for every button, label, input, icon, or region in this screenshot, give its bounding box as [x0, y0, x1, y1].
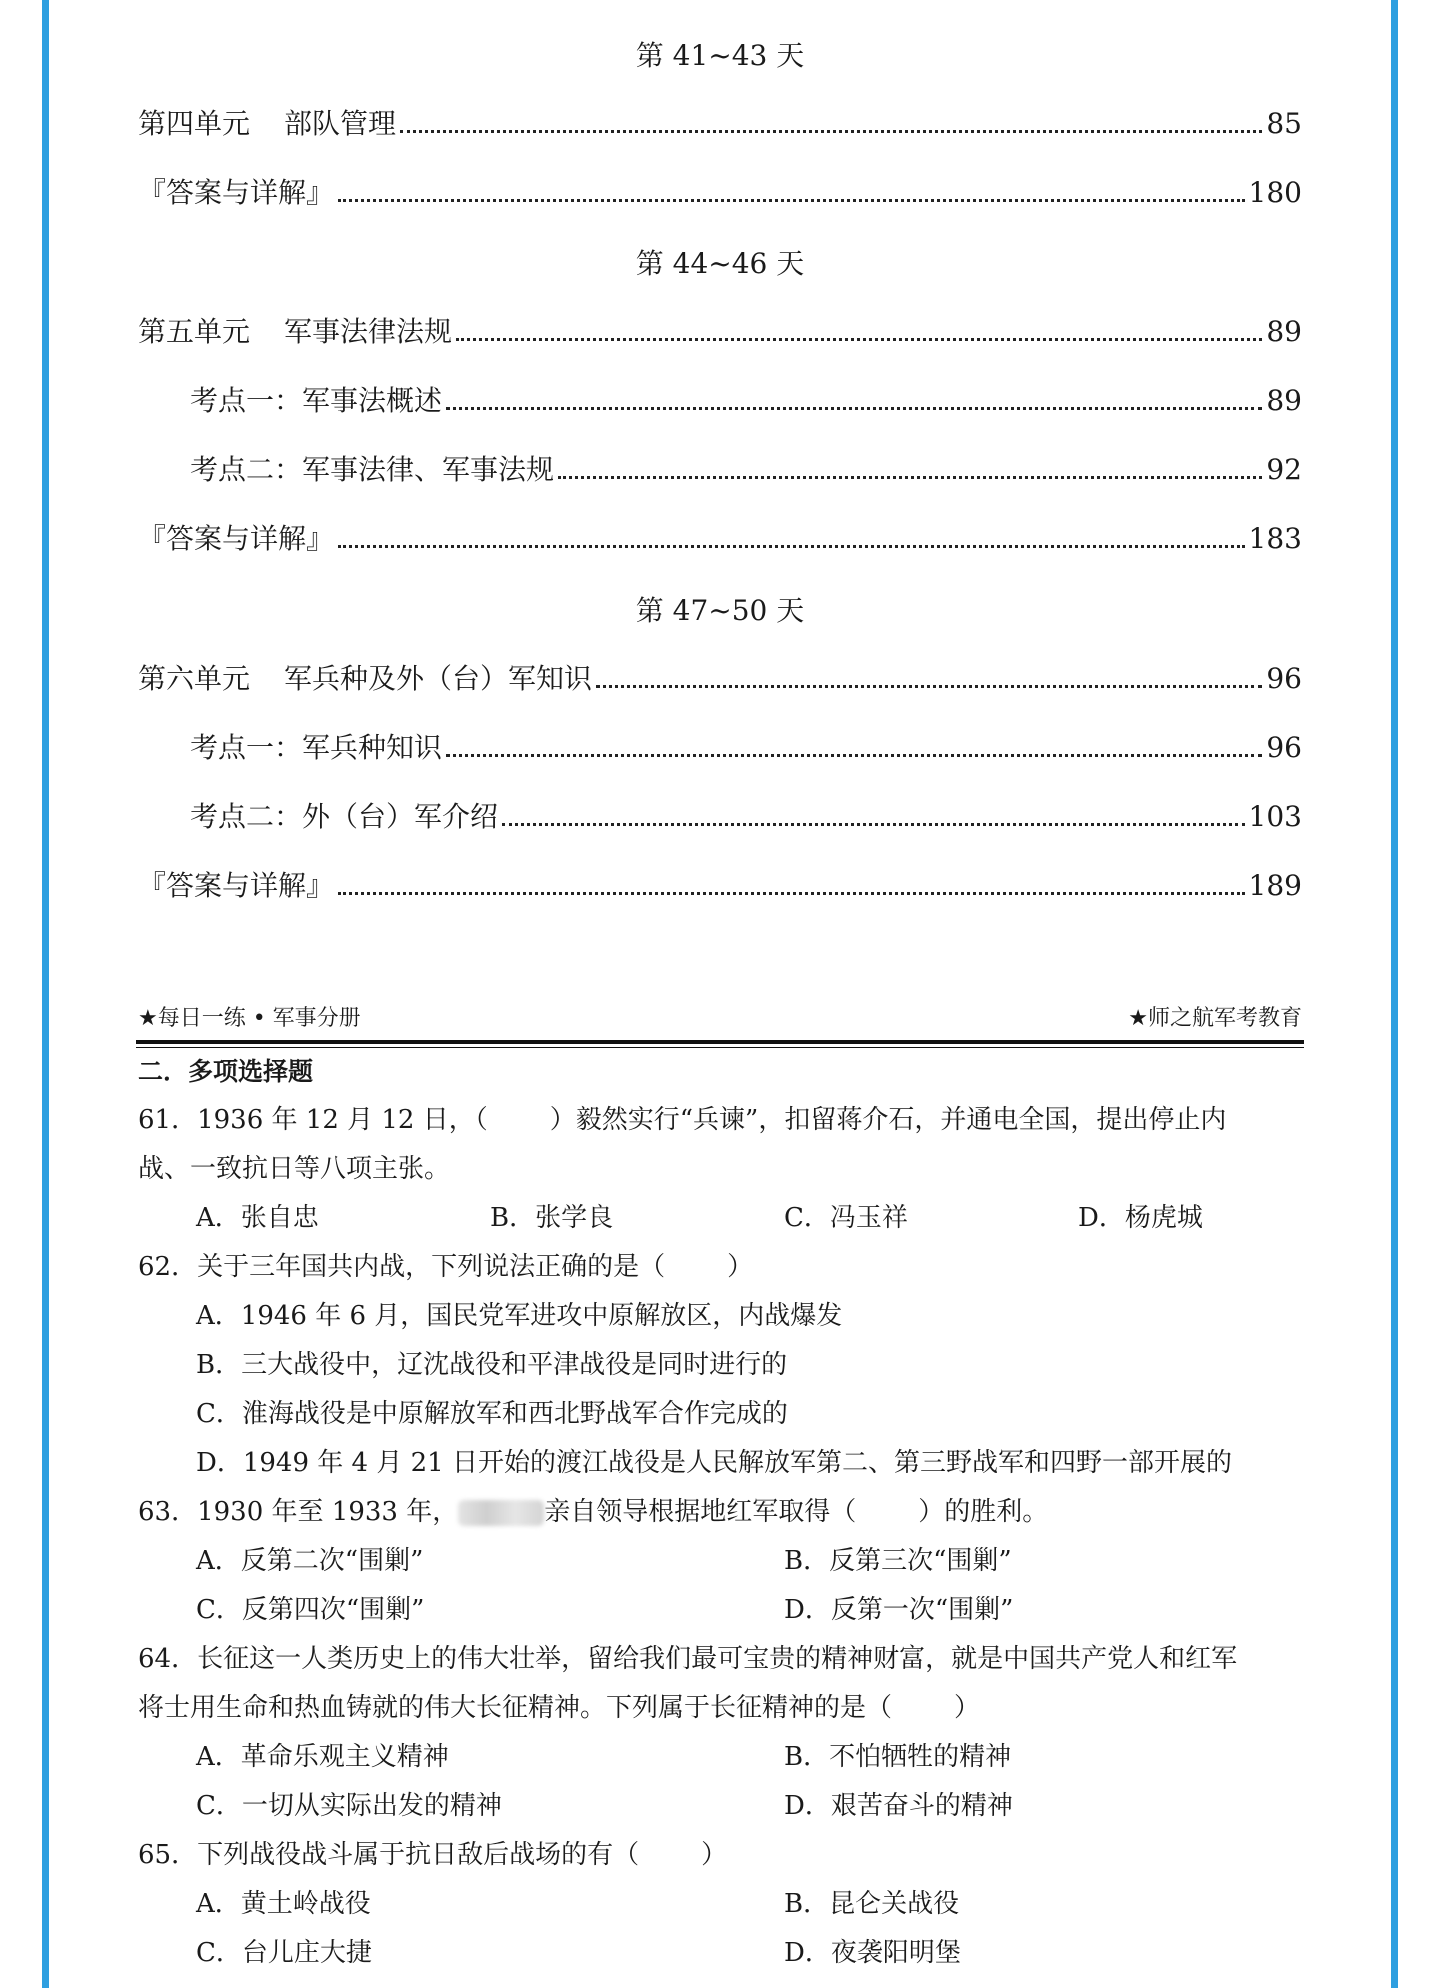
leader-dots	[400, 130, 1262, 133]
q65-option-d[interactable]: D．夜袭阳明堡	[784, 1938, 961, 1968]
q61-option-a[interactable]: A．张自忠	[196, 1203, 319, 1233]
q65-option-c[interactable]: C．台儿庄大捷	[196, 1938, 372, 1968]
toc-entry-unit4[interactable]	[138, 106, 1302, 142]
leader-dots	[338, 892, 1245, 895]
page-border-left	[42, 0, 49, 1988]
toc-day-heading: 第 41~43 天	[635, 39, 805, 72]
question-65-stem: 65．下列战役战斗属于抗日敌后战场的有（ ）	[138, 1840, 728, 1870]
toc-entry-unit6[interactable]	[138, 661, 1302, 697]
q61-option-b[interactable]: B．张学良	[490, 1203, 614, 1233]
toc-entry-unit5-point1[interactable]	[190, 383, 1302, 419]
redacted-name	[458, 1500, 544, 1526]
q63-option-b[interactable]: B．反第三次“围剿”	[784, 1546, 1012, 1576]
unit-title: 军事法律法规	[284, 315, 453, 348]
question-61-stem: 61．1936 年 12 月 12 日，（ ）毅然实行“兵谏”，扣留蒋介石，并通电全国，提出停止内	[138, 1105, 1227, 1135]
header-left: ★每日一练 • 军事分册	[138, 1006, 361, 1031]
q63-option-c[interactable]: C．反第四次“围剿”	[196, 1595, 425, 1625]
toc-entry-answers5[interactable]	[138, 521, 1302, 557]
leader-dots	[338, 199, 1245, 202]
toc-entry-answers6[interactable]	[138, 868, 1302, 904]
toc-day-heading: 第 47~50 天	[635, 594, 805, 627]
unit-label: 第五单元	[138, 315, 251, 348]
point-label: 考点一：军兵种知识	[190, 731, 443, 764]
question-63-stem: 63．1930 年至 1933 年， 亲自领导根据地红军取得（ ）的胜利。	[138, 1497, 1049, 1527]
q63-option-d[interactable]: D．反第一次“围剿”	[784, 1595, 1014, 1625]
q63-option-a[interactable]: A．反第二次“围剿”	[196, 1546, 424, 1576]
toc-entry-answers4[interactable]	[138, 175, 1302, 211]
q62-option-d[interactable]: D．1949 年 4 月 21 日开始的渡江战役是人民解放军第二、第三野战军和四野一部开展的	[196, 1448, 1232, 1478]
toc-page-number: 89	[1266, 315, 1302, 348]
toc-page-number: 103	[1248, 800, 1302, 833]
toc-page-number: 183	[1248, 522, 1302, 555]
q62-option-a[interactable]: A．1946 年 6 月，国民党军进攻中原解放区，内战爆发	[196, 1301, 843, 1331]
toc-page-number: 89	[1266, 384, 1302, 417]
q64-option-d[interactable]: D．艰苦奋斗的精神	[784, 1791, 1013, 1821]
leader-dots	[596, 685, 1262, 688]
point-label: 考点二：军事法律、军事法规	[190, 453, 555, 486]
toc-page-number: 189	[1248, 869, 1302, 902]
toc-page-number: 85	[1266, 107, 1302, 140]
page-border-right	[1391, 0, 1398, 1988]
leader-dots	[456, 338, 1262, 341]
question-62-stem: 62．关于三年国共内战，下列说法正确的是（ ）	[138, 1252, 754, 1282]
q64-option-c[interactable]: C．一切从实际出发的精神	[196, 1791, 502, 1821]
answers-label: 『答案与详解』	[138, 522, 335, 555]
toc-page-number: 96	[1266, 731, 1302, 764]
q65-option-b[interactable]: B．昆仑关战役	[784, 1889, 960, 1919]
point-label: 考点二：外（台）军介绍	[190, 800, 499, 833]
header-rule	[136, 1040, 1304, 1044]
leader-dots	[502, 823, 1245, 826]
toc-page-number: 180	[1248, 176, 1302, 209]
toc-page-number: 92	[1266, 453, 1302, 486]
leader-dots	[558, 476, 1262, 479]
leader-dots	[338, 545, 1245, 548]
toc-entry-unit5[interactable]	[138, 314, 1302, 350]
q64-option-b[interactable]: B．不怕牺牲的精神	[784, 1742, 1012, 1772]
toc-day-heading: 第 44~46 天	[635, 247, 805, 280]
question-64-stem-cont: 将士用生命和热血铸就的伟大长征精神。下列属于长征精神的是（ ）	[138, 1693, 981, 1723]
unit-title: 部队管理	[284, 107, 397, 140]
q65-option-a[interactable]: A．黄土岭战役	[196, 1889, 371, 1919]
q61-option-c[interactable]: C．冯玉祥	[784, 1203, 908, 1233]
toc-entry-unit5-point2[interactable]	[190, 452, 1302, 488]
toc-entry-unit6-point1[interactable]	[190, 730, 1302, 766]
point-label: 考点一：军事法概述	[190, 384, 443, 417]
q64-option-a[interactable]: A．革命乐观主义精神	[196, 1742, 449, 1772]
q62-option-c[interactable]: C．淮海战役是中原解放军和西北野战军合作完成的	[196, 1399, 788, 1429]
answers-label: 『答案与详解』	[138, 869, 335, 902]
section-title: 二．多项选择题	[138, 1057, 314, 1086]
header-rule-thin	[136, 1047, 1304, 1048]
header-right: ★师之航军考教育	[1128, 1006, 1302, 1031]
leader-dots	[446, 754, 1262, 757]
q61-option-d[interactable]: D．杨虎城	[1078, 1203, 1203, 1233]
toc-page-number: 96	[1266, 662, 1302, 695]
question-64-stem: 64．长征这一人类历史上的伟大壮举，留给我们最可宝贵的精神财富，就是中国共产党人和红军	[138, 1644, 1238, 1674]
q62-option-b[interactable]: B．三大战役中，辽沈战役和平津战役是同时进行的	[196, 1350, 788, 1380]
unit-title: 军兵种及外（台）军知识	[284, 662, 593, 695]
toc-entry-unit6-point2[interactable]	[190, 799, 1302, 835]
question-61-stem-cont: 战、一致抗日等八项主张。	[138, 1154, 451, 1184]
unit-label: 第六单元	[138, 662, 251, 695]
page-header	[138, 1005, 1302, 1033]
unit-label: 第四单元	[138, 107, 251, 140]
leader-dots	[446, 407, 1262, 410]
answers-label: 『答案与详解』	[138, 176, 335, 209]
